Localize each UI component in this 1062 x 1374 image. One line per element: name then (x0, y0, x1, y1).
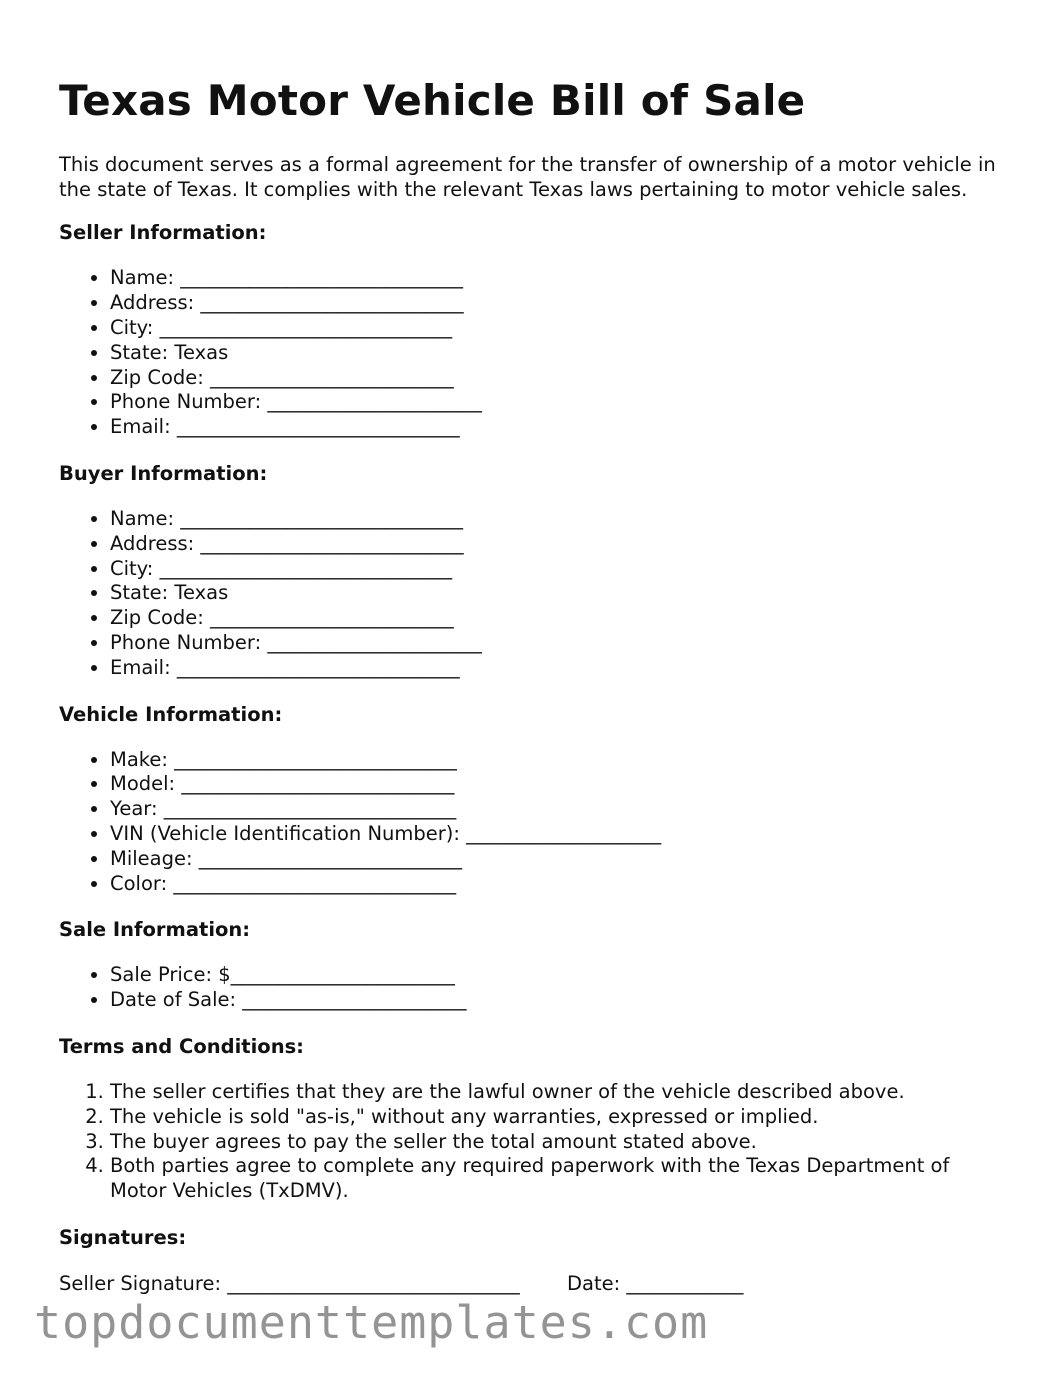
seller-state-field: • State: Texas (110, 341, 999, 366)
signature-row (59, 1271, 999, 1296)
vehicle-heading: Vehicle Information: (59, 702, 283, 726)
document-title: Texas Motor Vehicle Bill of Sale (59, 76, 806, 125)
sale-price-field: • Sale Price: $_______________________ (110, 963, 999, 988)
buyer-zip-field: • Zip Code: _________________________ (110, 606, 999, 631)
seller-heading: Seller Information: (59, 221, 267, 245)
watermark: topdocumenttemplates.com (34, 1296, 709, 1349)
terms-heading: Terms and Conditions: (59, 1034, 304, 1058)
vehicle-year-field: • Year: ______________________________ (110, 797, 999, 822)
buyer-email-field: • Email: _____________________________ (110, 656, 999, 681)
seller-list (59, 266, 999, 440)
seller-name-field: • Name: _____________________________ (110, 266, 999, 291)
term-item: 1. The seller certifies that they are the lawful owner of the vehicle described above. (110, 1080, 999, 1105)
signature-date-field: Date: ____________ (567, 1271, 744, 1295)
term-item: 3. The buyer agrees to pay the seller the total amount stated above. (110, 1130, 999, 1155)
sale-date-field: • Date of Sale: _______________________ (110, 988, 999, 1013)
vehicle-vin-field: • VIN (Vehicle Identification Number): ____________________ (110, 822, 999, 847)
seller-email-field: • Email: _____________________________ (110, 415, 999, 440)
buyer-name-field: • Name: _____________________________ (110, 507, 999, 532)
buyer-list (59, 507, 999, 681)
sale-list (59, 963, 999, 1013)
signatures-heading: Signatures: (59, 1225, 187, 1249)
intro-paragraph: This document serves as a formal agreement for the transfer of ownership of a motor vehicle in the state of Texas. It complies with the relevant Texas laws pertaining to motor vehicle sales. (59, 153, 996, 202)
seller-phone-field: • Phone Number: ______________________ (110, 390, 999, 415)
term-item: 4. Both parties agree to complete any required paperwork with the Texas Department of Motor Vehicles (TxDMV). (110, 1154, 999, 1204)
buyer-city-field: • City: ______________________________ (110, 557, 999, 582)
vehicle-model-field: • Model: ____________________________ (110, 772, 999, 797)
buyer-phone-field: • Phone Number: ______________________ (110, 631, 999, 656)
seller-signature-field: Seller Signature: ______________________________ (59, 1271, 520, 1295)
sale-heading: Sale Information: (59, 918, 251, 942)
document (59, 70, 999, 1296)
vehicle-list (59, 748, 999, 897)
seller-city-field: • City: ______________________________ (110, 316, 999, 341)
seller-address-field: • Address: ___________________________ (110, 291, 999, 316)
vehicle-mileage-field: • Mileage: ___________________________ (110, 847, 999, 872)
buyer-state-field: • State: Texas (110, 581, 999, 606)
vehicle-color-field: • Color: _____________________________ (110, 872, 999, 897)
buyer-address-field: • Address: ___________________________ (110, 532, 999, 557)
term-item: 2. The vehicle is sold "as-is," without any warranties, expressed or implied. (110, 1105, 999, 1130)
vehicle-make-field: • Make: _____________________________ (110, 748, 999, 773)
buyer-heading: Buyer Information: (59, 461, 268, 485)
seller-zip-field: • Zip Code: _________________________ (110, 366, 999, 391)
terms-list (59, 1080, 999, 1204)
